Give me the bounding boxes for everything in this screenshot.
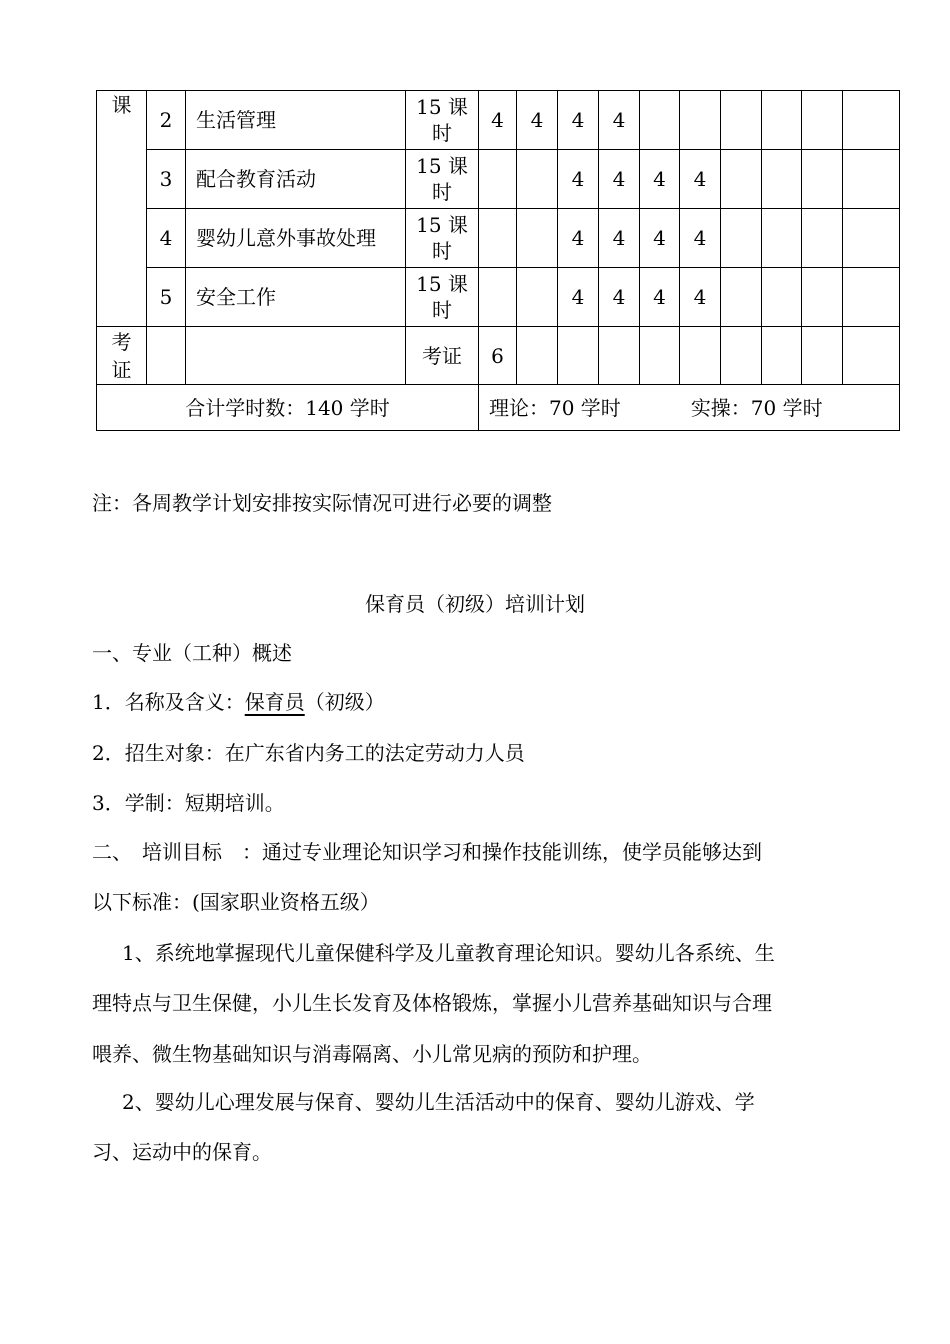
- course-name: 配合教育活动: [186, 150, 406, 209]
- week-cell: [640, 91, 680, 150]
- course-name: [186, 327, 406, 385]
- course-hours: 15 课 时: [406, 209, 479, 268]
- page-title: 保育员（初级）培训计划: [365, 592, 585, 616]
- week-cell: [721, 91, 762, 150]
- week-cell: 4: [680, 268, 721, 327]
- week-cell: [479, 209, 517, 268]
- week-cell: [517, 327, 558, 385]
- week-cell: 4: [640, 209, 680, 268]
- exam-category: 考 证: [97, 327, 147, 385]
- week-cell: 6: [479, 327, 517, 385]
- course-hours: 15 课 时: [406, 91, 479, 150]
- category-cell: 课: [97, 91, 147, 327]
- course-name: 婴幼儿意外事故处理: [186, 209, 406, 268]
- practice-hours: 实操：70 学时: [690, 395, 823, 420]
- item-duration: 3．学制：短期培训。: [92, 791, 285, 815]
- row-number: 2: [147, 91, 186, 150]
- week-cell: 4: [640, 150, 680, 209]
- week-cell: 4: [640, 268, 680, 327]
- week-cell: 4: [599, 91, 640, 150]
- week-cell: [843, 268, 900, 327]
- week-cell: [762, 268, 802, 327]
- week-cell: [558, 327, 599, 385]
- week-cell: [721, 268, 762, 327]
- week-cell: 4: [680, 150, 721, 209]
- total-row: [97, 385, 900, 431]
- week-cell: [762, 150, 802, 209]
- item-name-definition: 1．名称及含义：保育员（初级）: [92, 690, 385, 714]
- week-cell: [599, 327, 640, 385]
- week-cell: [802, 209, 843, 268]
- week-cell: 4: [599, 268, 640, 327]
- week-cell: [479, 268, 517, 327]
- table-row: [97, 150, 900, 209]
- week-cell: 4: [558, 150, 599, 209]
- row-number: [147, 327, 186, 385]
- goal-2-line: 2、婴幼儿心理发展与保育、婴幼儿生活活动中的保育、婴幼儿游戏、学: [122, 1090, 755, 1114]
- week-cell: 4: [558, 268, 599, 327]
- table-row: [97, 268, 900, 327]
- note: 注：各周教学计划安排按实际情况可进行必要的调整: [92, 491, 552, 515]
- week-cell: [843, 91, 900, 150]
- week-cell: [762, 91, 802, 150]
- course-name: 安全工作: [186, 268, 406, 327]
- course-hours: 15 课 时: [406, 268, 479, 327]
- goal-standard-line: 以下标准：(国家职业资格五级）: [92, 890, 380, 914]
- row-number: 4: [147, 209, 186, 268]
- week-cell: 4: [558, 209, 599, 268]
- week-cell: [843, 209, 900, 268]
- exam-row: [97, 327, 900, 385]
- week-cell: [843, 150, 900, 209]
- table-row: [97, 91, 900, 150]
- week-cell: [721, 150, 762, 209]
- row-number: 5: [147, 268, 186, 327]
- week-cell: [802, 268, 843, 327]
- course-hours: 15 课 时: [406, 150, 479, 209]
- week-cell: [517, 150, 558, 209]
- goal-1-line: 理特点与卫生保健，小儿生长发育及体格锻炼，掌握小儿营养基础知识与合理: [92, 991, 772, 1015]
- week-cell: 4: [599, 209, 640, 268]
- goal-2-line: 习、运动中的保育。: [92, 1140, 272, 1164]
- week-cell: 4: [599, 150, 640, 209]
- week-cell: [721, 209, 762, 268]
- occupation-term: 保育员: [244, 690, 305, 714]
- course-name: 生活管理: [186, 91, 406, 150]
- week-cell: [680, 327, 721, 385]
- week-cell: [640, 327, 680, 385]
- total-hours: 合计学时数：140 学时: [97, 385, 479, 431]
- week-cell: [721, 327, 762, 385]
- week-cell: [479, 150, 517, 209]
- week-cell: 4: [479, 91, 517, 150]
- week-cell: 4: [517, 91, 558, 150]
- week-cell: [802, 150, 843, 209]
- item-enrollment: 2．招生对象：在广东省内务工的法定劳动力人员: [92, 741, 525, 765]
- theory-practice-hours: [479, 385, 900, 431]
- week-cell: [517, 268, 558, 327]
- week-cell: [762, 327, 802, 385]
- week-cell: 4: [558, 91, 599, 150]
- week-cell: [680, 91, 721, 150]
- week-cell: [802, 91, 843, 150]
- row-number: 3: [147, 150, 186, 209]
- week-cell: 4: [680, 209, 721, 268]
- week-cell: [517, 209, 558, 268]
- section-heading-goal: 二、 培训目标 ：通过专业理论知识学习和操作技能训练，使学员能够达到: [92, 840, 762, 864]
- section-heading-overview: 一、专业（工种）概述: [92, 641, 292, 665]
- goal-1-line: 1、系统地掌握现代儿童保健科学及儿童教育理论知识。婴幼儿各系统、生: [122, 941, 775, 965]
- exam-label: 考证: [406, 327, 479, 385]
- week-cell: [802, 327, 843, 385]
- goal-1-line: 喂养、微生物基础知识与消毒隔离、小儿常见病的预防和护理。: [92, 1042, 652, 1066]
- week-cell: [843, 327, 900, 385]
- theory-hours: 理论：70 学时: [489, 395, 621, 420]
- week-cell: [762, 209, 802, 268]
- course-schedule-table: [96, 90, 900, 431]
- table-row: [97, 209, 900, 268]
